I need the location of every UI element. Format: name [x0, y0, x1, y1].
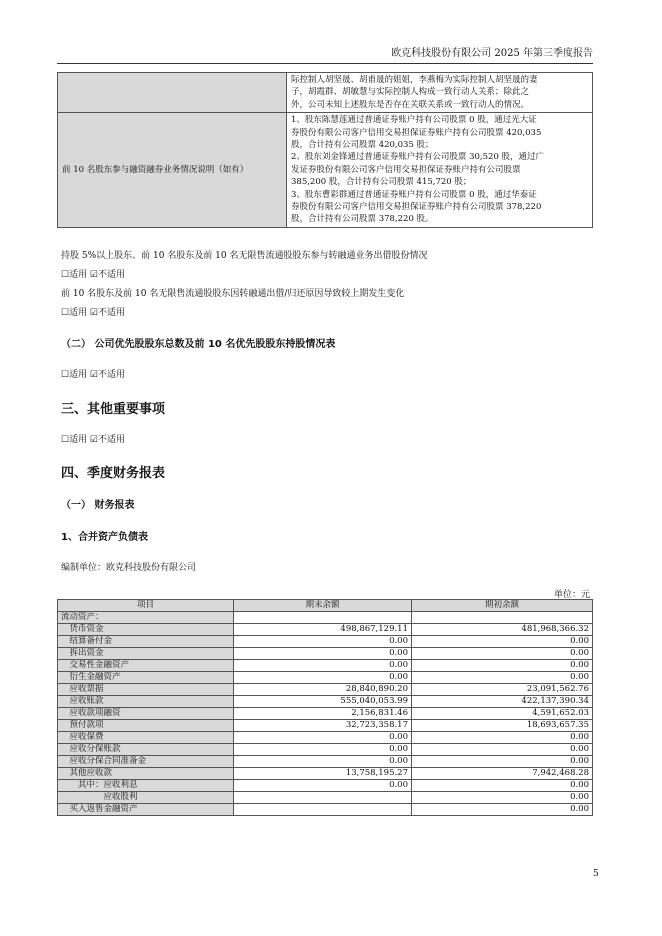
row-label [58, 73, 287, 113]
text-line: 股，合计持有公司股票 378,220 股。 [291, 214, 434, 225]
report-header: 欧克科技股份有限公司 2025 年第三季度报告 [57, 44, 593, 64]
column-header-item: 项目 [58, 600, 234, 612]
table-row [58, 648, 593, 660]
row-end-balance: 28,840,890.20 [234, 684, 412, 696]
row-item: 应收票据 [58, 684, 234, 696]
row-end-balance: 555,040,053.99 [234, 696, 412, 708]
row-item: 应收账款 [58, 696, 234, 708]
lending-title: 持股 5%以上股东、前 10 名股东及前 10 名无限售流通股股东参与转融通业务出借股份情况 [61, 251, 428, 261]
row-item: 应收款项融资 [58, 708, 234, 720]
table-row [58, 720, 593, 732]
page-number: 5 [593, 869, 599, 879]
row-item: 交易性金融资产 [58, 660, 234, 672]
row-end-balance: 0.00 [234, 660, 412, 672]
balance-sheet-table [57, 599, 593, 816]
row-start-balance: 0.00 [412, 756, 593, 768]
text-line: 385,200 股，合计持有公司股票 415,720 股； [291, 177, 472, 188]
row-text [287, 113, 593, 228]
row-end-balance: 0.00 [234, 648, 412, 660]
row-start-balance [412, 612, 593, 624]
row-item: 结算备付金 [58, 636, 234, 648]
table-header-row [58, 600, 593, 612]
row-start-balance: 481,968,366.32 [412, 624, 593, 636]
preferred-shares-title: （二） 公司优先股股东总数及前 10 名优先股股东持股情况表 [61, 339, 336, 350]
row-item: 应收分保账款 [58, 744, 234, 756]
row-start-balance: 7,942,468.28 [412, 768, 593, 780]
column-header-start: 期初余额 [412, 600, 593, 612]
row-end-balance: 0.00 [234, 732, 412, 744]
row-end-balance: 0.00 [234, 744, 412, 756]
table-row [58, 636, 593, 648]
text-line: 际控制人胡坚晟、胡甫晟的姐姐，李燕梅为实际控制人胡坚晟的妻 [291, 75, 538, 85]
column-header-end: 期末余额 [234, 600, 412, 612]
financial-statements-subtitle: （一） 财务报表 [61, 500, 135, 511]
row-start-balance: 0.00 [412, 636, 593, 648]
text-line: 子，胡霞群、胡敏慧与实际控制人构成一致行动人关系；除此之 [291, 87, 530, 98]
table-row [58, 684, 593, 696]
balance-sheet-body [58, 612, 593, 816]
table-row [58, 624, 593, 636]
row-end-balance: 0.00 [234, 672, 412, 684]
row-start-balance: 0.00 [412, 660, 593, 672]
row-item: 买入返售金融资产 [58, 804, 234, 816]
row-item: 应收股利 [58, 792, 234, 804]
table-row [58, 113, 593, 228]
row-end-balance [234, 792, 412, 804]
text-line: 券股份有限公司客户信用交易担保证券账户持有公司股票 378,220 [291, 202, 542, 213]
row-start-balance: 4,591,652.03 [412, 708, 593, 720]
row-end-balance: 0.00 [234, 636, 412, 648]
table-row [58, 696, 593, 708]
row-item: 衍生金融资产 [58, 672, 234, 684]
row-item: 应收保费 [58, 732, 234, 744]
preferred-shares-option: ☐适用 ☑不适用 [61, 370, 125, 380]
table-row [58, 756, 593, 768]
text-line: 股，合计持有公司股票 420,035 股； [291, 140, 434, 151]
text-line: 1、股东陈慧莲通过普通证券账户持有公司股票 0 股，通过光大证 [291, 115, 537, 126]
row-item: 货币资金 [58, 624, 234, 636]
text-line: 外，公司未知上述股东是否存在关联关系或一致行动人的情况。 [291, 99, 530, 110]
row-item: 流动资产： [58, 612, 234, 624]
row-start-balance: 0.00 [412, 732, 593, 744]
row-end-balance: 2,156,831.46 [234, 708, 412, 720]
row-start-balance: 0.00 [412, 804, 593, 816]
text-line: 3、股东曹彩群通过普通证券账户持有公司股票 0 股，通过华泰证 [291, 189, 537, 200]
other-matters-title: 三、其他重要事项 [61, 402, 166, 417]
unit-label: 单位：元 [553, 590, 590, 600]
shareholder-notes-table [57, 72, 593, 228]
table-row [58, 780, 593, 792]
table-row [58, 660, 593, 672]
row-start-balance: 0.00 [412, 672, 593, 684]
row-start-balance: 0.00 [412, 792, 593, 804]
row-start-balance: 0.00 [412, 780, 593, 792]
row-start-balance: 23,091,562.76 [412, 684, 593, 696]
table-row [58, 744, 593, 756]
row-item: 其他应收款 [58, 768, 234, 780]
balance-sheet-title: 1、合并资产负债表 [61, 532, 148, 543]
row-end-balance: 498,867,129.11 [234, 624, 412, 636]
table-row [58, 792, 593, 804]
change-title: 前 10 名股东及前 10 名无限售流通股股东因转融通出借/归还原因导致较上期发生变化 [61, 289, 405, 299]
table-row [58, 672, 593, 684]
table-row [58, 804, 593, 816]
row-text [287, 73, 593, 113]
row-end-balance [234, 612, 412, 624]
financial-statements-title: 四、季度财务报表 [61, 466, 166, 481]
row-start-balance: 0.00 [412, 744, 593, 756]
table-row [58, 768, 593, 780]
row-end-balance [234, 804, 412, 816]
table-row [58, 73, 593, 113]
other-matters-option: ☐适用 ☑不适用 [61, 435, 125, 445]
row-end-balance: 0.00 [234, 780, 412, 792]
row-end-balance: 0.00 [234, 756, 412, 768]
row-end-balance: 32,723,358.17 [234, 720, 412, 732]
row-item: 预付款项 [58, 720, 234, 732]
change-option: ☐适用 ☑不适用 [61, 308, 125, 318]
table-row [58, 708, 593, 720]
text-line: 2、股东刘金锋通过普通证券账户持有公司股票 30,520 股，通过广 [291, 152, 545, 163]
row-end-balance: 13,758,195.27 [234, 768, 412, 780]
row-item: 拆出资金 [58, 648, 234, 660]
text-line: 发证券股份有限公司客户信用交易担保证券账户持有公司股票 [291, 164, 521, 175]
lending-option: ☐适用 ☑不适用 [61, 270, 125, 280]
table-row [58, 612, 593, 624]
row-start-balance: 18,693,657.35 [412, 720, 593, 732]
row-item: 其中：应收利息 [58, 780, 234, 792]
compiler-label: 编制单位：欧克科技股份有限公司 [61, 563, 197, 573]
row-label: 前 10 名股东参与融资融券业务情况说明（如有） [58, 113, 287, 228]
row-item: 应收分保合同准备金 [58, 756, 234, 768]
text-line: 券股份有限公司客户信用交易担保证券账户持有公司股票 420,035 [291, 127, 542, 138]
table-row [58, 732, 593, 744]
row-start-balance: 422,137,390.34 [412, 696, 593, 708]
row-start-balance: 0.00 [412, 648, 593, 660]
